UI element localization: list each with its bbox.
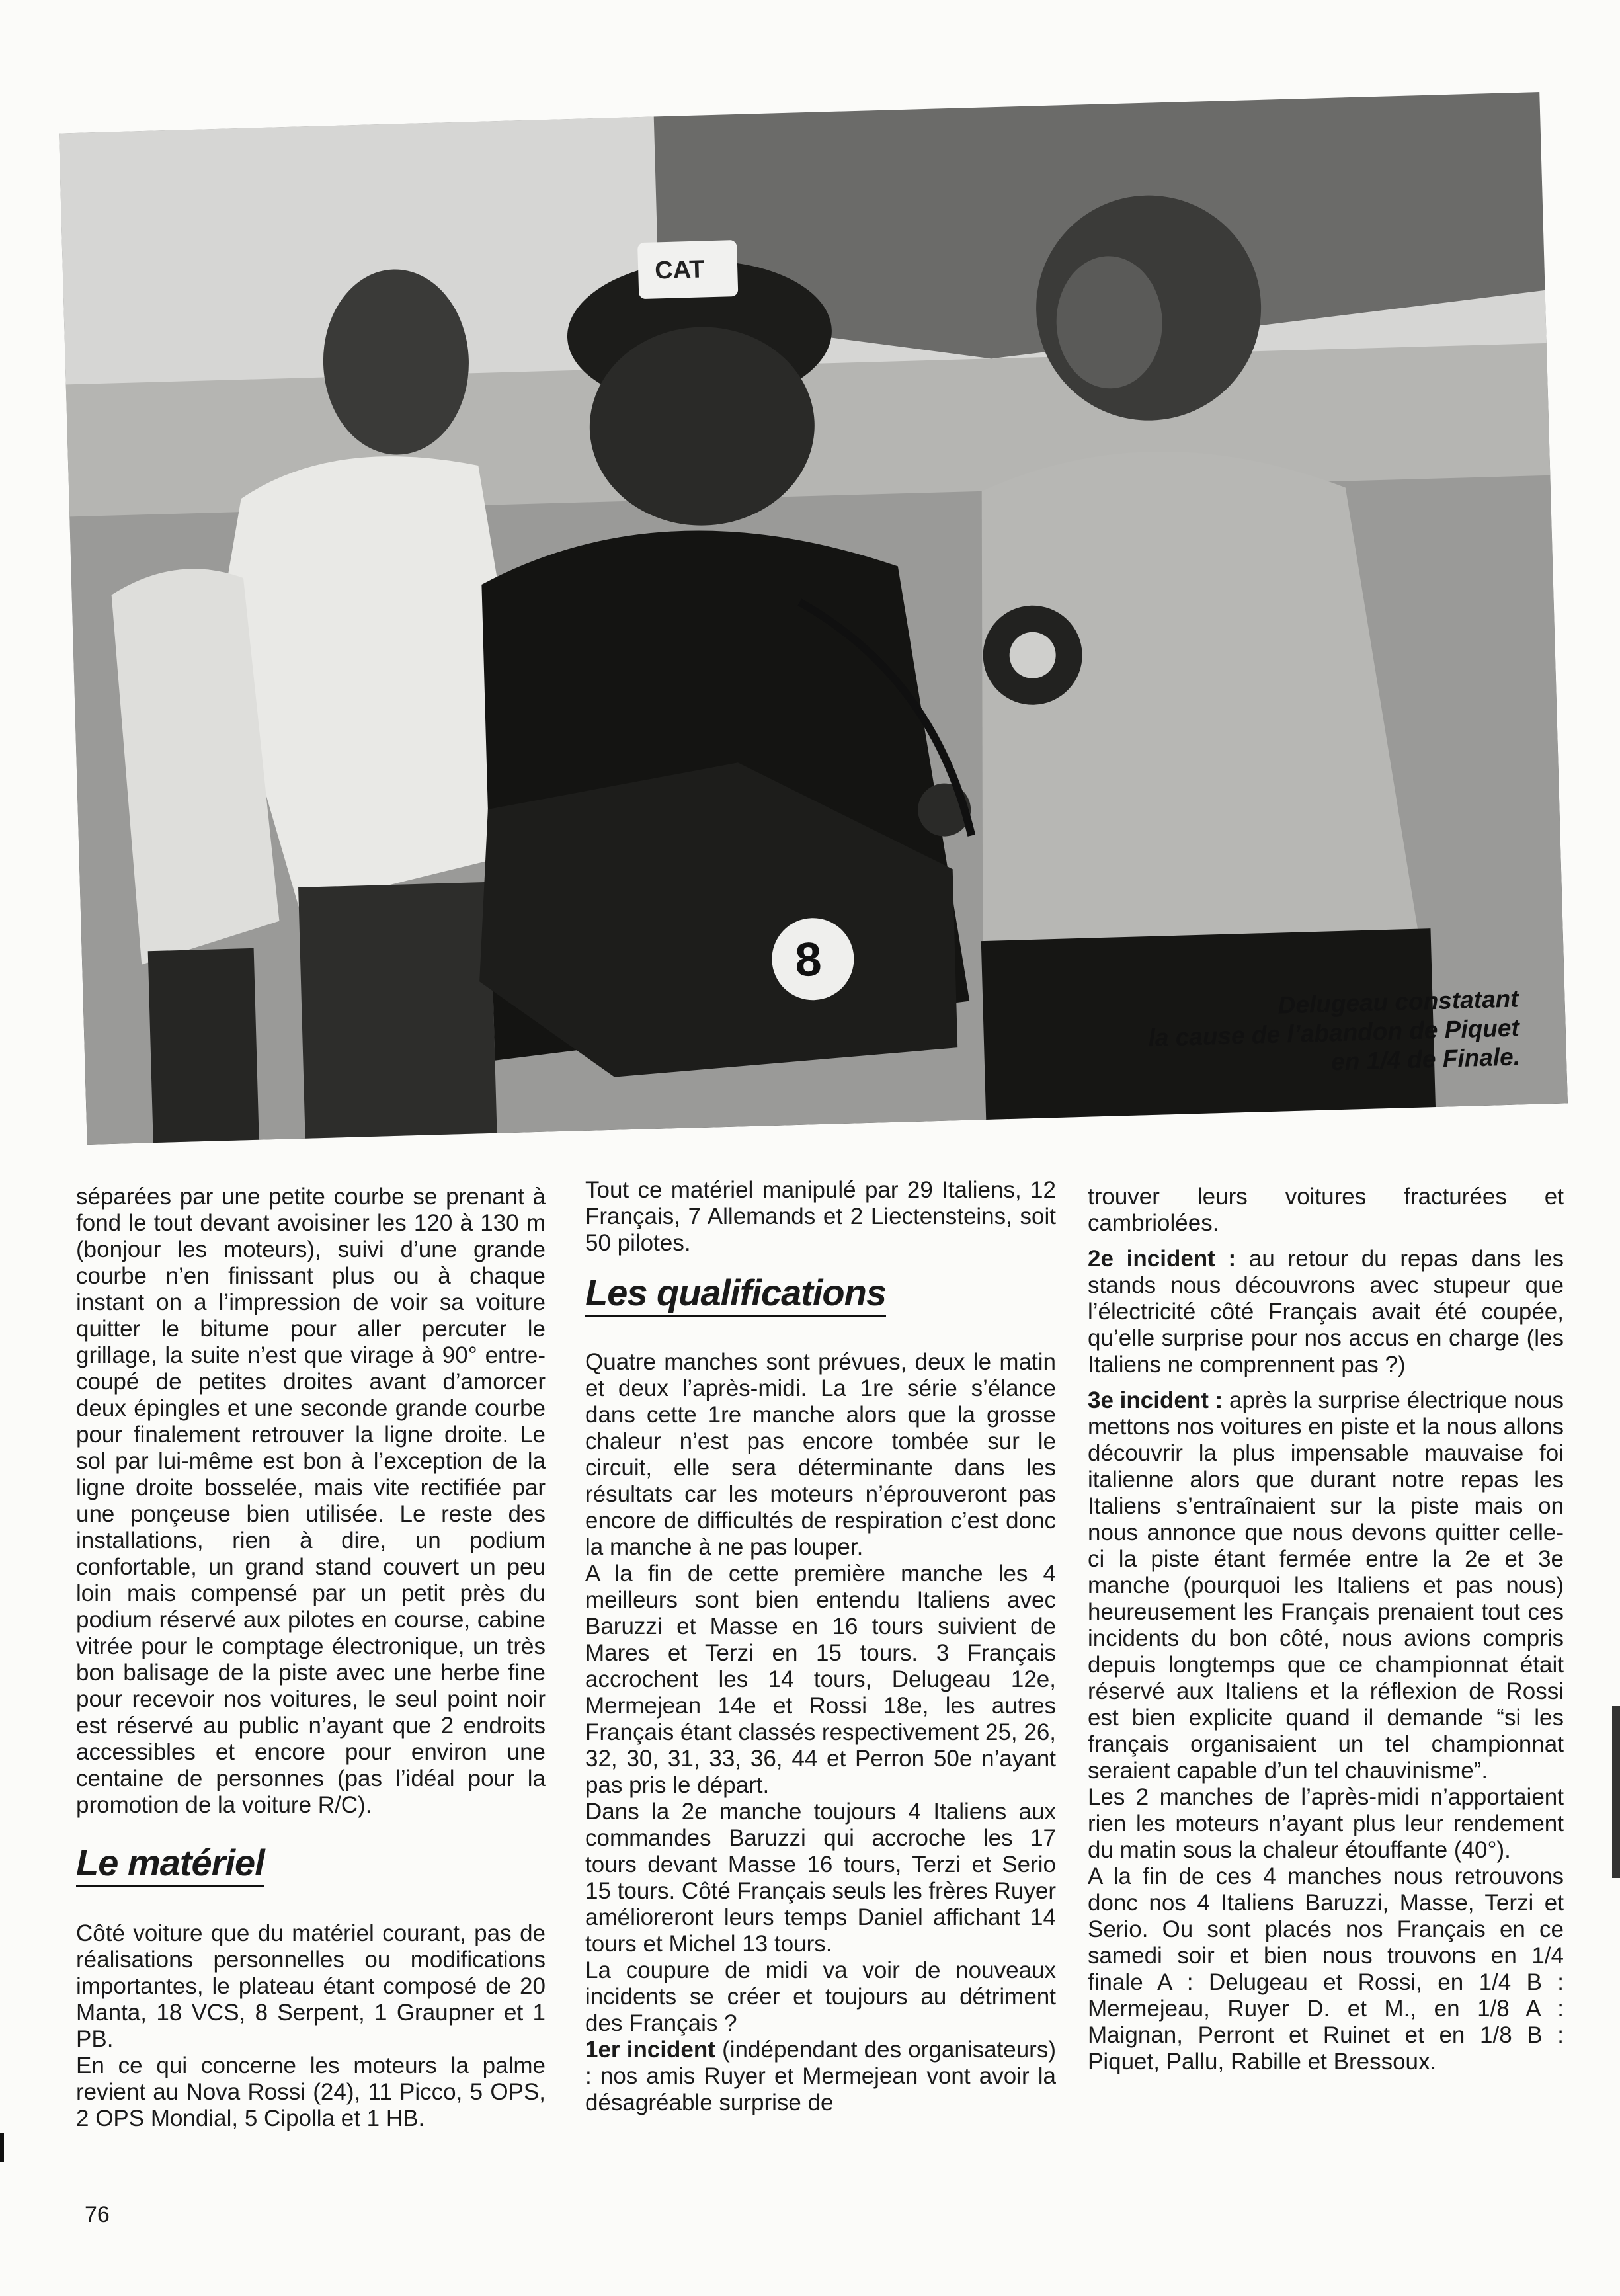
paragraph: Côté voiture que du matériel courant, pas de réalisations personnelles ou modifications importantes, le plateau étant composé de 20 Manta, 18 VCS, 8 Serpent, 1 Graupner et 1 PB.	[76, 1920, 546, 2052]
paragraph: Dans la 2e manche toujours 4 Italiens aux commandes Baruzzi qui accroche les 17 tours devant Masse 16 tours, Terzi et Serio 15 tours. Côté Français seuls les frères Ruyer amélioreront leurs temps Daniel affichant 14 tours et Michel 13 tours.	[585, 1799, 1056, 1957]
incident-text: (indépendant des organisateurs) : nos amis Ruyer et Mermejean vont avoir la désagréable surprise de	[585, 2037, 1056, 2115]
caption-line: en 1/4 de Finale.	[1330, 1043, 1521, 1076]
incident-text: après la surprise électrique nous mettons nos voitures en piste et la nous allons découvrir la plus impensable mauvaise foi italienne alors que durant notre repas les Italiens s’entraînaient sur la piste mais on nous annonce que nous devons quitter celle-ci la piste étant fermée entre la 2e et 3e manche (pourquoi les Italiens et pas nous) heureusement les Français prenaient tout ces incidents du bon côté, nous avions compris depuis longtemps que ce championnat était réservé aux Italiens et la réflexion de Rossi est bien explicite quand il demande “si les français organisaient un tel championnat seraient capable d’un tel chauvinisme”.	[1088, 1387, 1564, 1784]
paragraph: En ce qui concerne les moteurs la palme revient au Nova Rossi (24), 11 Picco, 5 OPS, 2 OPS Mondial, 5 Cipolla et 1 HB.	[76, 2053, 546, 2131]
paragraph: séparées par une petite courbe se prenant à fond le tout devant avoisiner les 120 à 130 m (bonjour les moteurs), suivi d’une grande courbe n’en finissant plus ou à chaque instant on a l’impression de voir sa voiture quitter le bitume pour aller percuter le grillage, la suite n’est que virage à 90° entre-coupé de petites droites avant d’amorcer deux épingles et une seconde grande courbe pour finalement retrouver la ligne droite. Le sol par lui-même est bon à l’exception de la ligne droite bosselée, mais vite rectifiée par une ponçeuse bien utilisée. Le reste des installations, rien à dire, un podium confortable, un grand stand couvert un peu loin mais compensé par un petit près du podium réservé aux pilotes en course, cabine vitrée pour le comptage électronique, un très bon balisage de la piste avec une herbe fine pour recevoir nos voitures, le seul point noir est réservé au public n’ayant que 2 endroits accessibles et encore pour environ une centaine de personnes (pas l’idéal pour la promotion de la voiture R/C).	[76, 1184, 546, 1818]
column-1	[76, 1184, 546, 2132]
incident-label: 2e incident :	[1088, 1246, 1236, 1272]
paragraph: trouver leurs voitures fracturées et cambriolées.	[1088, 1184, 1564, 1236]
paragraph: A la fin de cette première manche les 4 meilleurs sont bien entendu Italiens avec Baruzzi et Masse en 16 tours suivient de Mares et Terzi en 15 tours. 3 Français accrochent les 14 tours, Delugeau 12e, Mermejean 14e et Rossi 18e, les autres Français étant classés respectivement 25, 26, 32, 30, 31, 33, 36, 44 et Perron 50e n’ayant pas pris le départ.	[585, 1561, 1057, 1798]
paragraph	[1088, 1387, 1564, 1784]
scan-edge-mark	[0, 2133, 4, 2162]
incident-text: au retour du repas dans les stands nous découvrons avec stupeur que l’électricité côté Français avait été coupée, qu’elle surprise pour nos accus en charge (les Italiens ne comprennent pas ?)	[1088, 1246, 1564, 1377]
paragraph: Tout ce matériel manipulé par 29 Italiens, 12 Français, 7 Allemands et 2 Liectensteins, soit 50 pilotes.	[585, 1177, 1056, 1256]
cap-label: CAT	[654, 255, 706, 285]
incident-label: 1er incident	[585, 2037, 715, 2063]
section-heading: Les qualifications	[585, 1271, 886, 1317]
page-number: 76	[85, 2202, 110, 2227]
paragraph: Quatre manches sont prévues, deux le matin et deux l’après-midi. La 1re série s’élance dans cette 1re manche alors que la grosse chaleur n’est pas encore tombée sur le circuit, elle sera déterminante dans les résultats car les moteurs n’éprouveront pas encore de difficultés de respiration c’est donc la manche à ne pas louper.	[585, 1349, 1056, 1560]
car-number: 8	[794, 932, 823, 987]
scan-edge-shadow	[1612, 1706, 1620, 1878]
column-2	[585, 1177, 1056, 2116]
caption-line: Delugeau constatant	[1277, 985, 1519, 1019]
paragraph: Les 2 manches de l’après-midi n’apportaient rien les moteurs n’ayant plus leur rendement du matin sous la chaleur étouffante (40°).	[1088, 1784, 1564, 1863]
paragraph: La coupure de midi va voir de nouveaux incidents se créer et toujours au détriment des Français ?	[585, 1957, 1056, 2036]
paragraph	[585, 2037, 1056, 2116]
column-3	[1088, 1184, 1564, 2075]
section-heading: Le matériel	[76, 1841, 264, 1887]
paragraph: A la fin de ces 4 manches nous retrouvons donc nos 4 Italiens Baruzzi, Masse, Terzi et Serio. Ou sont placés nos Français en ce samedi soir et bien nous trouvons en 1/4 finale A : Delugeau et Rossi, en 1/4 B : Mermejeau, Ruyer D. et M., en 1/8 A : Maignan, Perront et Ruinet et en 1/8 B : Piquet, Pallu, Rabille et Bressoux.	[1088, 1864, 1564, 2074]
caption-line: la cause de l’abandon de Piquet	[1148, 1014, 1520, 1052]
race-photo	[59, 92, 1568, 1145]
paragraph	[1088, 1246, 1564, 1378]
photo-caption	[1147, 984, 1521, 1082]
incident-label: 3e incident :	[1088, 1387, 1223, 1413]
